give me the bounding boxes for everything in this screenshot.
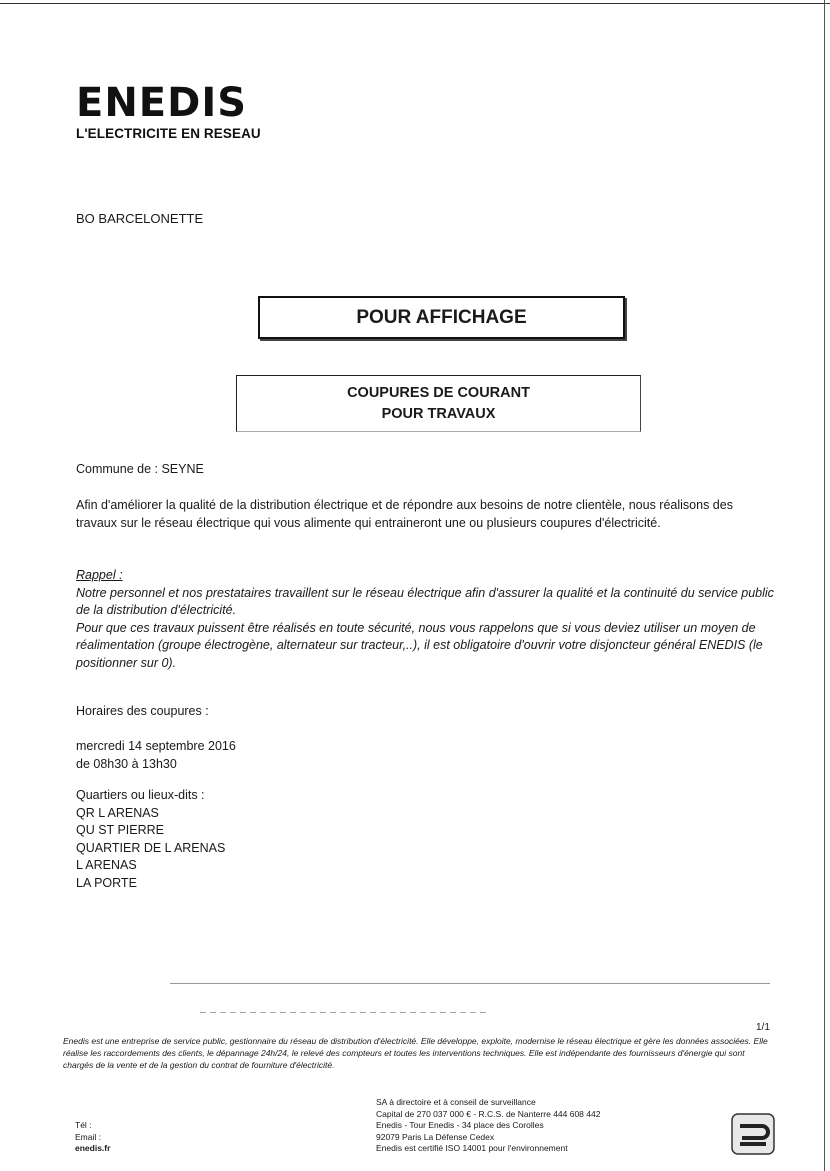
corporate-line: 92079 Paris La Défense Cedex <box>376 1131 495 1142</box>
divider <box>200 1012 490 1013</box>
horaires-label: Horaires des coupures : <box>76 704 209 718</box>
outage-schedule <box>76 738 776 773</box>
quartiers-section <box>76 787 776 892</box>
commune: Commune de : SEYNE <box>76 462 204 476</box>
corporate-line: Enedis - Tour Enedis - 34 place des Corolles <box>376 1120 544 1130</box>
tel-label: Tél : <box>75 1120 92 1130</box>
subject-box <box>236 375 641 432</box>
banner-box <box>258 296 625 339</box>
page-number: 1/1 <box>756 1022 770 1033</box>
contact-info <box>75 1120 110 1155</box>
list-item: L ARENAS <box>76 858 137 872</box>
subject-line-1: COUPURES DE COURANT <box>347 384 530 401</box>
intro-paragraph: Afin d'améliorer la qualité de la distribution électrique et de répondre aux besoins de notre clientèle, nous réalisons des travaux sur le réseau électrique qui vous alimente qui entraineront une ou plusieurs coupures d'électricité. <box>76 498 733 530</box>
scan-top-edge <box>0 3 830 4</box>
list-item: LA PORTE <box>76 875 137 890</box>
divider <box>170 983 770 984</box>
office-name: BO BARCELONETTE <box>76 211 204 226</box>
corporate-line: SA à directoire et à conseil de surveillance <box>376 1097 536 1107</box>
logo-tagline: L'ELECTRICITE EN RESEAU <box>76 126 261 141</box>
logo-wordmark: ENEDIS <box>76 80 248 126</box>
rappel-paragraph-1: Notre personnel et nos prestataires travaillent sur le réseau électrique afin d'assurer la qualité et la continuité du service public de la distribution d'électricité. <box>76 585 774 617</box>
scan-right-edge <box>824 0 825 1171</box>
enedis-mark-icon <box>730 1112 776 1156</box>
rappel-section <box>76 567 776 672</box>
legal-notice: Enedis est une entreprise de service public, gestionnaire du réseau de distribution d'électricité. Elle développe, exploite, modernise le réseau électrique et gère les données associées. Elle réalise les raccordements des clients, le dépannage 24h/24, le relevé des compteurs et toutes les interventions techniques. Elle est indépendante des fournisseurs d'énergie qui sont chargés de la vente et de la gestion du contrat de fourniture d'électricité. <box>63 1036 768 1070</box>
quartiers-label: Quartiers ou lieux-dits : <box>76 788 205 802</box>
corporate-line: Capital de 270 037 000 € - R.C.S. de Nanterre 444 608 442 <box>376 1108 601 1119</box>
rappel-label: Rappel : <box>76 568 123 582</box>
banner-title: POUR AFFICHAGE <box>356 306 527 328</box>
list-item: QU ST PIERRE <box>76 823 164 837</box>
corporate-line: Enedis est certifié ISO 14001 pour l'environnement <box>376 1143 568 1153</box>
website-label: enedis.fr <box>75 1143 111 1153</box>
email-label: Email : <box>75 1131 101 1142</box>
outage-date: mercredi 14 septembre 2016 <box>76 739 236 753</box>
list-item: QUARTIER DE L ARENAS <box>76 840 226 855</box>
outage-time: de 08h30 à 13h30 <box>76 756 177 771</box>
enedis-logo <box>76 82 266 141</box>
list-item: QR L ARENAS <box>76 805 159 820</box>
corporate-info <box>376 1097 600 1155</box>
rappel-paragraph-2: Pour que ces travaux puissent être réalisés en toute sécurité, nous vous rappelons que si vous deviez utiliser un moyen de réalimentation (groupe électrogène, alternateur sur tracteur,..), il est obligatoire d'ouvrir votre disjoncteur général ENEDIS (le positionner sur 0). <box>76 620 763 670</box>
subject-line-2: POUR TRAVAUX <box>381 405 496 422</box>
